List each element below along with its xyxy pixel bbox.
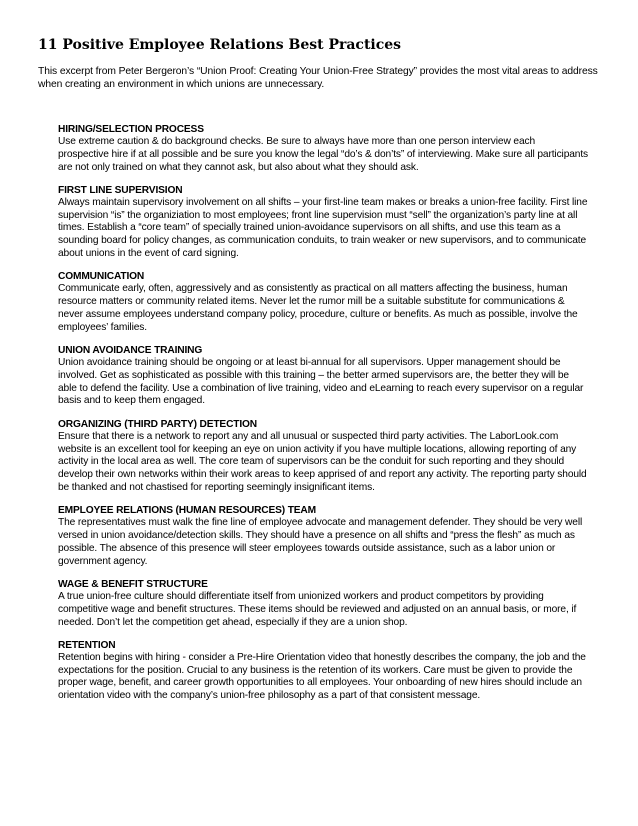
intro-paragraph: This excerpt from Peter Bergeron’s “Union Proof: Creating Your Union-Free Strategy” provides the most vital areas to address when creating an environment in which unions are unnecessary. [38, 66, 598, 91]
section-union-avoidance-training [58, 344, 588, 408]
section-heading: FIRST LINE SUPERVISION [58, 184, 183, 196]
section-body: Union avoidance training should be ongoing or at least bi-annual for all supervisors. Upper management should be involved. Get as sophisticated as possible with this training – the better armed supervisors are, the better they will be able to defend the facility. Use a combination of live training, video and eLearning to reach every supervisor on a regular basis and to keep them engaged. [58, 357, 584, 407]
section-wage-benefit-structure [58, 578, 588, 629]
section-heading: UNION AVOIDANCE TRAINING [58, 345, 203, 357]
section-body: Communicate early, often, aggressively and as consistently as practical on all matters affecting the business, human resource matters or community related items. Never let the rumor mill be a suitable substitute for communications & never assume employees understand company policy, procedure, culture or benefits. As much as possible, involve the employees’ families. [58, 283, 578, 333]
section-body: Ensure that there is a network to report any and all unusual or suspected third party activities. The LaborLook.com website is an excellent tool for keeping an eye on union activity if you have multiple locations, allowing reporting of any activity in the local area as well. The core team of supervisors can be the conduit for such reporting and they should develop their own networks within their work areas to keep apprised of and report any activity. The reporting party should be thanked and not chastised for reporting seemingly insignificant items. [58, 430, 587, 493]
section-hiring-selection [58, 123, 588, 174]
sections-list [58, 123, 588, 713]
section-retention [58, 639, 588, 703]
section-heading: WAGE & BENEFIT STRUCTURE [58, 578, 208, 590]
section-communication [58, 270, 588, 334]
section-organizing-detection [58, 418, 588, 495]
document-title: 11 Positive Employee Relations Best Practices [38, 37, 402, 53]
section-body: Always maintain supervisory involvement on all shifts – your first-line team makes or breaks a union-free facility. First line supervision “is” the organiziation to most employees; front line supervision must “sell” the organization’s party line at all times. Establish a “core team” of specially trained union-avoidance supervisors on all shifts, and use this team as a sounding board for policy changes, as communication conduits, to train weaker or new supervisors, and to communicate about unions in the event of card signing. [58, 196, 588, 260]
section-heading: ORGANIZING (THIRD PARTY) DETECTION [58, 418, 258, 430]
section-employee-relations-team [58, 504, 588, 568]
section-body: A true union-free culture should differentiate itself from unionized workers and product competitors by providing competitive wage and benefit structures. These items should be reviewed and adjusted on an annual basis, or more, if needed. Don’t let the competition get ahead, especially if they are a union shop. [58, 590, 577, 628]
section-heading: RETENTION [58, 639, 116, 651]
section-first-line-supervision [58, 184, 588, 261]
section-heading: EMPLOYEE RELATIONS (HUMAN RESOURCES) TEAM [58, 505, 316, 517]
section-body: Use extreme caution & do background checks. Be sure to always have more than one person interview each prospective hire if at all possible and be sure you know the legal “do’s & don’ts” of interviewing. Make sure all participants are not only trained on what they cannot ask, but also about what they should ask. [58, 136, 589, 173]
section-body: The representatives must walk the fine line of employee advocate and management defender. They should be very well versed in union avoidance/detection skills. They should have a presence on all shifts and “press the flesh” as much as possible. The absence of this presence will steer employees towards outside assistance, such as a labor union or government agency. [58, 517, 583, 567]
section-heading: COMMUNICATION [58, 271, 145, 283]
section-body: Retention begins with hiring - consider a Pre-Hire Orientation video that honestly describes the company, the job and the expectations for the position. Crucial to any business is the retention of its workers. Care must be given to provide the proper wage, benefit, and career growth opportunities to all employees. Your onboarding of new hires should include an orientation video with the company’s union-free philosophy as a part of that consistent message. [58, 651, 586, 702]
section-heading: HIRING/SELECTION PROCESS [58, 124, 204, 135]
